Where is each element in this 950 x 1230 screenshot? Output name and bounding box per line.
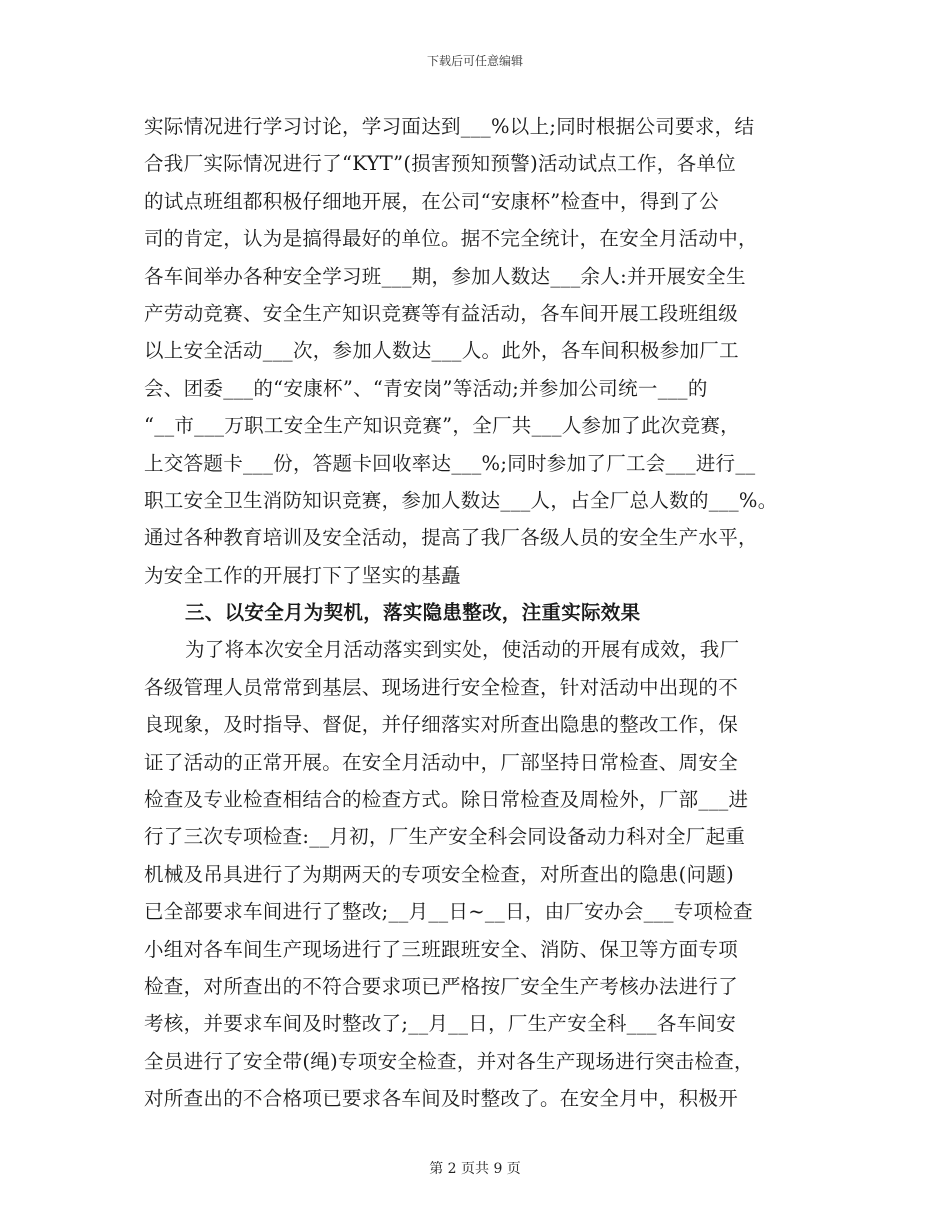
text-line: 全员进行了安全带(绳)专项安全检查，并对各生产现场进行突击检查， — [144, 1049, 754, 1073]
text-line: 已全部要求车间进行了整改;__月__日~__日，由厂安办会___专项检查 — [144, 900, 753, 924]
text-line: 合我厂实际情况进行了“KYT”(损害预知预警)活动试点工作，各单位 — [144, 152, 736, 176]
text-line: 小组对各车间生产现场进行了三班跟班安全、消防、保卫等方面专项 — [144, 937, 739, 961]
text-line: 产劳动竞赛、安全生产知识竞赛等有益活动，各车间开展工段班组级 — [144, 301, 739, 325]
text-line: 职工安全卫生消防知识竞赛，参加人数达___人，占全厂总人数的___%。 — [144, 488, 778, 512]
text-line: 为安全工作的开展打下了坚实的基矗 — [144, 563, 461, 587]
text-line: 通过各种教育培训及安全活动，提高了我厂各级人员的安全生产水平， — [144, 526, 758, 550]
text-line: 上交答题卡___份，答题卡回收率达___%;同时参加了厂工会___进行__ — [144, 451, 756, 475]
section-heading: 三、以安全月为契机，落实隐患整改，注重实际效果 — [185, 601, 641, 625]
text-line: 各车间举办各种安全学习班___期，参加人数达___余人:并开展安全生 — [144, 264, 746, 288]
text-line: 为了将本次安全月活动落实到实处，使活动的开展有成效，我厂 — [185, 638, 740, 662]
text-line: 检查及专业检查相结合的检查方式。除日常检查及周检外，厂部___进 — [144, 788, 749, 812]
text-line: 检查，对所查出的不符合要求项已严格按厂安全生产考核办法进行了 — [144, 974, 739, 998]
text-line: 司的肯定，认为是搞得最好的单位。据不完全统计，在安全月活动中， — [144, 227, 758, 251]
text-line: 证了活动的正常开展。在安全月活动中，厂部坚持日常检查、周安全 — [144, 750, 739, 774]
text-line: 良现象，及时指导、督促，并仔细落实对所查出隐患的整改工作，保 — [144, 713, 739, 737]
page-header-note: 下载后可任意编辑 — [426, 54, 523, 68]
text-line: 行了三次专项检查:__月初，厂生产安全科会同设备动力科对全厂起重 — [144, 825, 746, 849]
text-line: 对所查出的不合格项已要求各车间及时整改了。在安全月中，积极开 — [144, 1087, 739, 1111]
text-line: 机械及吊具进行了为期两天的专项安全检查，对所查出的隐患(问题) — [144, 862, 735, 886]
page-number: 第 2 页共 9 页 — [429, 1161, 521, 1177]
text-line: 的试点班组都积极仔细地开展，在公司“安康杯”检查中，得到了公 — [144, 189, 719, 213]
text-line: 会、团委___的“安康杯”、“青安岗”等活动;并参加公司统一___的 — [144, 376, 708, 400]
text-line: 各级管理人员常常到基层、现场进行安全检查，针对活动中出现的不 — [144, 675, 739, 699]
document-body — [144, 108, 814, 1118]
text-line: 实际情况进行学习讨论，学习面达到___%以上;同时根据公司要求，结 — [144, 115, 755, 138]
text-line: 以上安全活动___次，参加人数达___人。此外，各车间积极参加厂工 — [144, 339, 739, 363]
text-line: “__市___万职工安全生产知识竞赛”，全厂共___人参加了此次竞赛， — [144, 414, 740, 438]
text-line: 考核，并要求车间及时整改了;__月__日，厂生产安全科___各车间安 — [144, 1012, 737, 1036]
